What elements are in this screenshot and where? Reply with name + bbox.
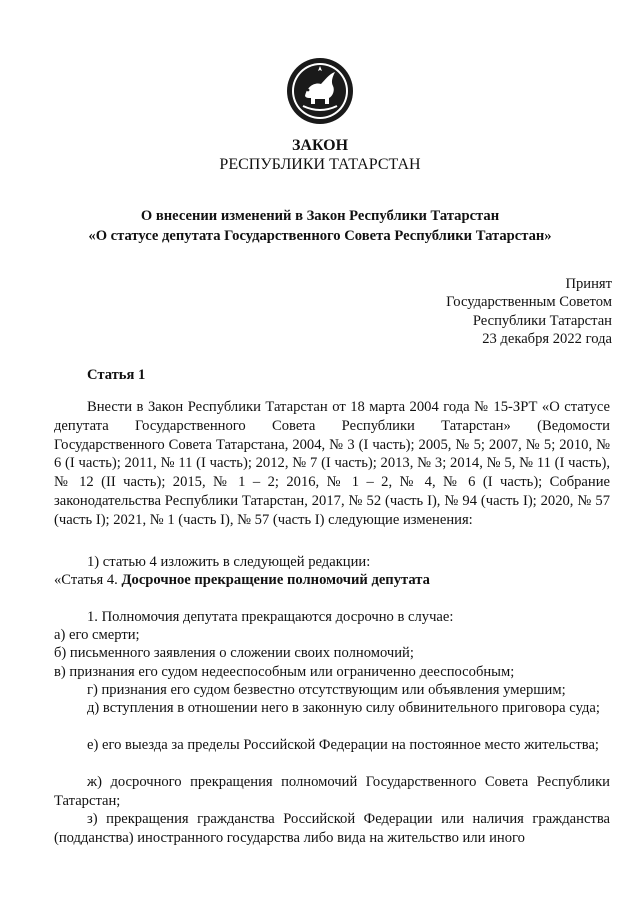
new-article-heading [54,572,430,589]
article-title: Статья 1 [87,367,146,383]
law-subtitle: РЕСПУБЛИКИ ТАТАРСТАН [219,156,421,173]
clause-v: в) признания его судом недееспособным или ограниченно дееспособным; [54,664,515,680]
law-heading-line1: О внесении изменений в Закон Республики Татарстан [140,208,500,224]
clause-b: б) письменного заявления о сложении своих полномочий; [54,645,414,661]
law-title: ЗАКОН [291,137,349,154]
clause-zh: ж) досрочного прекращения полномочий Государственного Совета Республики Татарстан; [54,774,610,809]
clause-a: а) его смерти; [54,627,140,643]
adopted-line1: Принят [565,276,612,292]
clause-d: д) вступления в отношении него в законную силу обвинительного приговора суда; [87,700,600,716]
article-intro-paragraph: Внести в Закон Республики Татарстан от 18 марта 2004 года № 15-ЗРТ «О статусе депутата Государственного Совета Республики Татарстан» (Ведомости Государственного Совета Татарстана, 2004, № 3 (I часть); 2005, № 5; 2007, № 5; 2010, № 6 (I часть); 2011, № 11 (I часть); 2012, № 7 (I часть); 2013, № 3; 2014, № 5, № 11 (I часть), № 12 (II часть); 2015, № 1 – 2; 2016, № 1 – 2, № 4, № 6 (I часть); Собрание законодательства Республики Татарстан, 2017, № 52 (часть I), № 94 (часть I); 2020, № 57 (часть I); 2021, № 1 (часть I), № 57 (часть I) следующие изменения: [54,399,610,528]
new-article-prefix: «Статья 4. [54,572,122,588]
new-article-title: Досрочное прекращение полномочий депутата [121,572,430,588]
item-1: 1) статью 4 изложить в следующей редакции: [87,554,371,570]
clause-e: е) его выезда за пределы Российской Федерации на постоянное место жительства; [87,737,599,753]
clause-z: з) прекращения гражданства Российской Федерации или наличия гражданства (подданства) иностранного государства либо вида на жительство или иного [54,811,610,846]
adopted-date: 23 декабря 2022 года [482,331,612,347]
adopted-line2: Государственным Советом [446,294,612,310]
coat-of-arms-icon [285,56,355,126]
clause-1: 1. Полномочия депутата прекращаются досрочно в случае: [87,609,454,625]
law-heading-line2: «О статусе депутата Государственного Совета Республики Татарстан» [88,228,552,244]
adopted-line3: Республики Татарстан [472,313,612,329]
clause-g: г) признания его судом безвестно отсутствующим или объявления умершим; [87,682,566,698]
